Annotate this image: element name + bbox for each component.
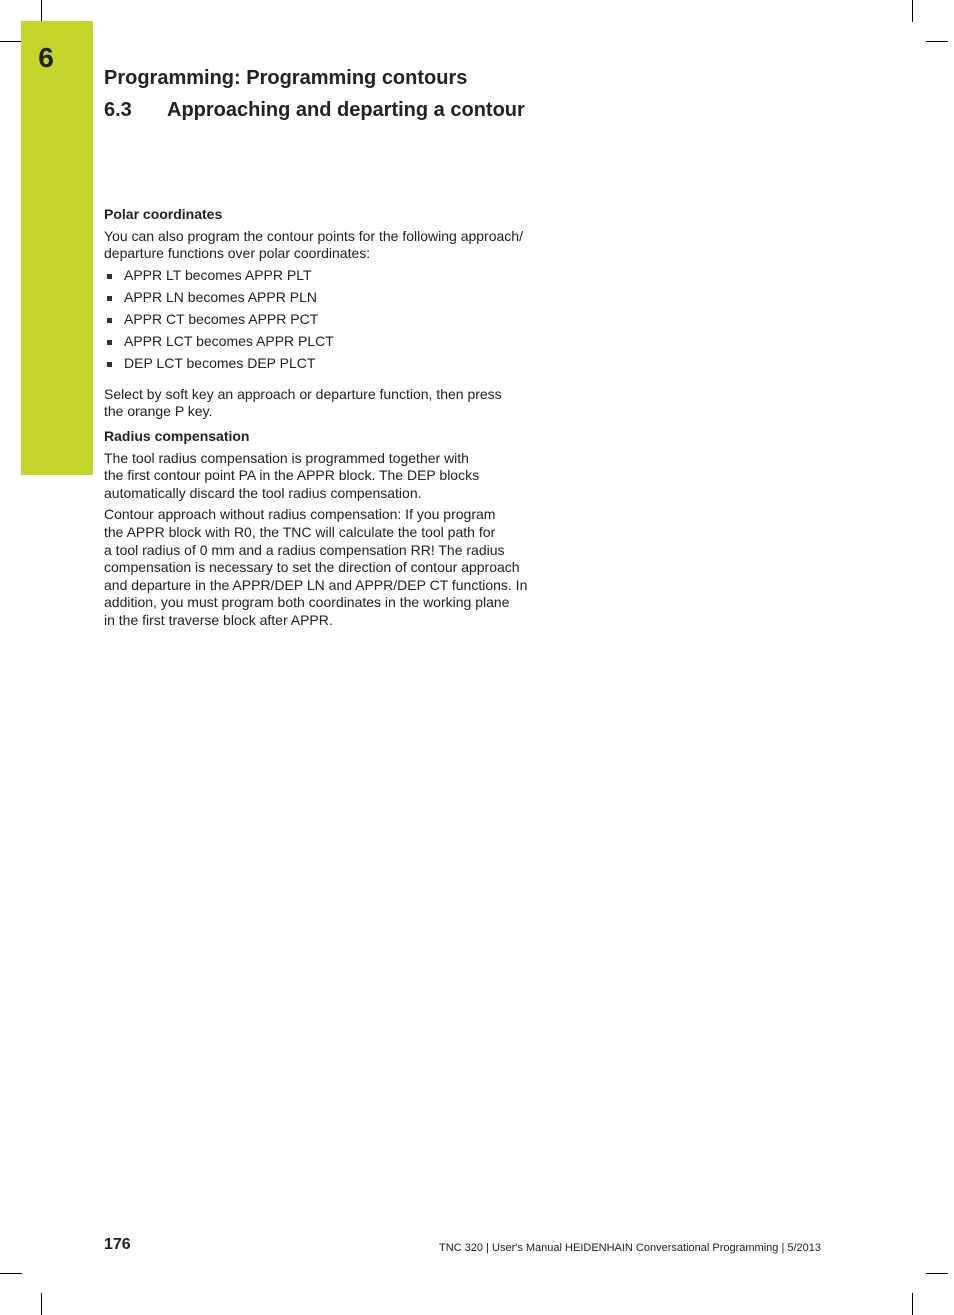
list-item: [104, 289, 550, 311]
chapter-tab: [21, 21, 93, 475]
bullet-icon: [107, 318, 112, 323]
list-item: [104, 311, 550, 333]
page-content: [104, 206, 550, 634]
crop-mark: [41, 1293, 42, 1315]
crop-mark: [0, 1273, 22, 1274]
crop-mark: [41, 0, 42, 22]
list-item-text: APPR LT becomes APPR PLT: [124, 266, 312, 283]
list-item-text: APPR LCT becomes APPR PLCT: [124, 332, 334, 349]
chapter-title: Programming: Programming contours: [104, 67, 468, 89]
page-number: 176: [104, 1236, 131, 1253]
list-item: [104, 267, 550, 289]
bullet-icon: [107, 340, 112, 345]
bullet-icon: [107, 362, 112, 367]
crop-mark: [926, 1273, 948, 1274]
crop-mark: [912, 1293, 913, 1315]
section-title: Approaching and departing a contour: [167, 99, 525, 121]
bullet-icon: [107, 296, 112, 301]
footer-text: TNC 320 | User's Manual HEIDENHAIN Conversational Programming | 5/2013: [439, 1242, 821, 1254]
polar-heading: Polar coordinates: [104, 206, 223, 222]
list-item: [104, 333, 550, 355]
crop-mark: [912, 0, 913, 22]
list-item-text: DEP LCT becomes DEP PLCT: [124, 354, 316, 371]
list-item-text: APPR CT becomes APPR PCT: [124, 310, 319, 327]
radius-paragraph-2: Contour approach without radius compensation: If you program the APPR block with R0, the TNC will calculate the tool path for a tool radius of 0 mm and a radius compensation RR! The radius compensation is necessary to set the direction of contour approach and departure in the APPR/DEP LN and APPR/DEP CT functions. In addition, you must program both coordinates in the working plane in the first traverse block after APPR.: [104, 506, 528, 628]
chapter-number: 6: [38, 42, 54, 73]
section-number: 6.3: [104, 99, 132, 121]
crop-mark: [926, 41, 948, 42]
polar-intro: You can also program the contour points for the following approach/ departure functions over polar coordinates:: [104, 227, 523, 262]
polar-list: [104, 267, 550, 377]
list-item-text: APPR LN becomes APPR PLN: [124, 288, 317, 305]
select-instruction: Select by soft key an approach or departure function, then press the orange P key.: [104, 385, 502, 420]
bullet-icon: [107, 274, 112, 279]
radius-paragraph-1: The tool radius compensation is programmed together with the first contour point PA in the APPR block. The DEP blocks automatically discard the tool radius compensation.: [104, 449, 480, 501]
list-item: [104, 355, 550, 377]
radius-heading: Radius compensation: [104, 427, 250, 444]
